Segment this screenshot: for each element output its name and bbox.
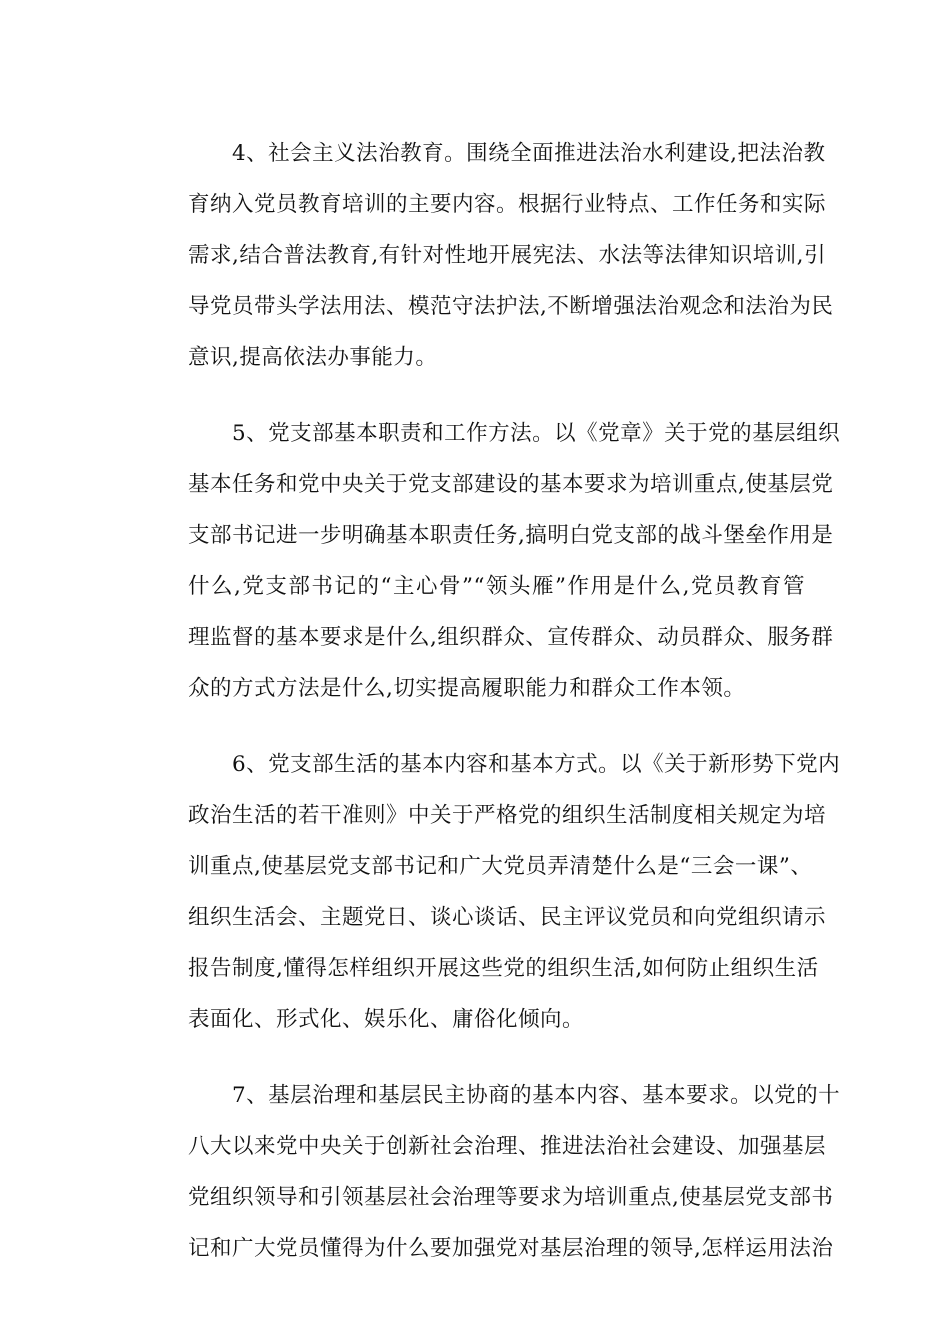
paragraph-item-5 (145, 408, 841, 714)
paragraph-item-4 (145, 128, 834, 383)
text-line: 组织生活会、主题党日、谈心谈话、民主评议党员和向党组织请示 (188, 905, 827, 930)
text-line: 什么,党支部书记的“主心骨”“领头雁”作用是什么,党员教育管 (188, 574, 805, 599)
text-line: 7、基层治理和基层民主协商的基本内容、基本要求。以党的十 (232, 1083, 841, 1108)
text-line: 需求,结合普法教育,有针对性地开展宪法、水法等法律知识培训,引 (188, 243, 827, 268)
text-line: 5、党支部基本职责和工作方法。以《党章》关于党的基层组织 (232, 421, 841, 446)
paragraph-item-7 (145, 1070, 841, 1274)
text-line: 6、党支部生活的基本内容和基本方式。以《关于新形势下党内 (232, 752, 841, 777)
text-line: 训重点,使基层党支部书记和广大党员弄清楚什么是“三会一课”、 (188, 854, 813, 879)
text-line: 记和广大党员懂得为什么要加强党对基层治理的领导,怎样运用法治 (188, 1236, 834, 1261)
text-line: 支部书记进一步明确基本职责任务,搞明白党支部的战斗堡垒作用是 (188, 523, 834, 548)
text-line: 政治生活的若干准则》中关于严格党的组织生活制度相关规定为培 (188, 803, 827, 828)
text-line: 理监督的基本要求是什么,组织群众、宣传群众、动员群众、服务群 (188, 625, 834, 650)
text-line: 报告制度,懂得怎样组织开展这些党的组织生活,如何防止组织生活 (188, 956, 819, 981)
text-line: 意识,提高依法办事能力。 (188, 345, 438, 370)
text-line: 4、社会主义法治教育。围绕全面推进法治水利建设,把法治教 (232, 141, 826, 166)
text-line: 党组织领导和引领基层社会治理等要求为培训重点,使基层党支部书 (188, 1185, 834, 1210)
text-line: 育纳入党员教育培训的主要内容。根据行业特点、工作任务和实际 (188, 192, 827, 217)
text-line: 八大以来党中央关于创新社会治理、推进法治社会建设、加强基层 (188, 1134, 827, 1159)
text-line: 众的方式方法是什么,切实提高履职能力和群众工作本领。 (188, 676, 746, 701)
text-line: 基本任务和党中央关于党支部建设的基本要求为培训重点,使基层党 (188, 472, 834, 497)
document-body (145, 128, 841, 1299)
paragraph-item-6 (145, 739, 841, 1045)
text-line: 表面化、形式化、娱乐化、庸俗化倾向。 (188, 1007, 585, 1032)
text-line: 导党员带头学法用法、模范守法护法,不断增强法治观念和法治为民 (188, 294, 834, 319)
